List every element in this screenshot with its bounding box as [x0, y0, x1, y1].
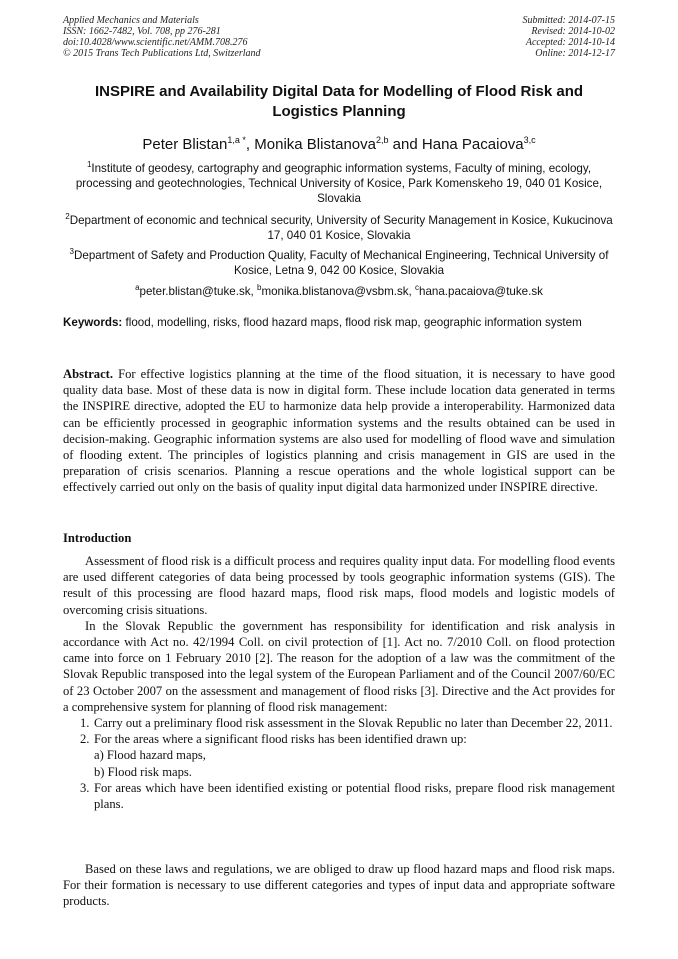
affiliation-text: Institute of geodesy, cartography and geographic information systems, Faculty of mining, ecology, processing and geotechnologies, Technical University of Kosice, Park Komenskeho 19, 040 01 Kosice, Slovakia — [75, 161, 603, 205]
author-name: Peter Blistan — [142, 136, 228, 153]
author-emails: $^a$peter.blistan@tuke.sk, $^b$monika.blistanova@vsbm.sk, $^c$hana.pacaiova@tuke.sk — [135, 283, 543, 298]
introduction-closing — [63, 861, 615, 910]
list-item — [63, 731, 615, 780]
keywords — [63, 315, 615, 330]
copyright: © 2015 Trans Tech Publications Ltd, Switzerland — [63, 48, 261, 59]
list-item — [63, 780, 615, 812]
email-marker: b — [257, 283, 262, 292]
affiliation-marker: 1 — [86, 160, 92, 169]
author-affiliation-marker: 3,c — [523, 135, 536, 145]
introduction-body — [63, 553, 615, 812]
section-heading: Introduction — [63, 531, 132, 545]
paper-title: INSPIRE and Availability Digital Data for Modelling of Flood Risk and Logistics Planning — [94, 83, 584, 120]
numbered-list — [63, 715, 615, 812]
author-name: Monika Blistanova — [254, 136, 376, 153]
affiliation-text: Department of economic and technical security, University of Security Management in Kosice, Kukucinova 17, 040 01 Kosice, Slovakia — [69, 213, 613, 242]
list-item-text: For areas which have been identified existing or potential flood risks, prepare flood risk management plans. — [94, 780, 615, 812]
sub-list-item: a) Flood hazard maps, — [94, 748, 206, 763]
author-separator: and — [388, 136, 422, 153]
submitted-date: Submitted: 2014-07-15 — [522, 15, 615, 26]
journal-name: Applied Mechanics and Materials — [63, 15, 199, 26]
list-item-text: Carry out a preliminary flood risk assessment in the Slovak Republic no later than December 22, 2011. — [94, 716, 613, 731]
paragraph: Based on these laws and regulations, we are obliged to draw up flood hazard maps and flood risk maps. For their formation is necessary to use different categories and types of input data and appropriate software products. — [63, 862, 615, 909]
abstract-label: Abstract. — [63, 367, 114, 381]
issn: ISSN: 1662-7482, Vol. 708, pp 276-281 — [63, 26, 221, 37]
sub-list — [94, 747, 615, 779]
paragraph: In the Slovak Republic the government has responsibility for identification and risk analysis in accordance with Act no. 42/1994 Coll. on civil protection of [1]. Act no. 7/2010 Coll. on flood protection came into force on 1 February 2010 [2]. The reason for the adoption of a law was the commitment of the Slovak Republic transposed into the legal system of the European Parliament and of the Council 2007/60/EC of 23 October 2007 on the assessment and management of flood risks [3]. Directive and the Act provides for a comprehensive system for planning of flood risk management: — [63, 618, 615, 714]
list-number: 3. — [80, 780, 90, 795]
online-date: Online: 2014-12-17 — [535, 48, 615, 59]
list-item-text: For the areas where a significant flood risks has been identified drawn up: — [94, 732, 467, 747]
email-address[interactable]: monika.blistanova@vsbm.sk — [261, 284, 409, 298]
abstract-text: For effective logistics planning at the time of the flood situation, it is necessary to have good quality data base. Most of these data is now in digital form. These include location data generated in terms the INSPIRE directive, adopted the EU to harmonize data help provide a interoperability. Harmonized data can be efficiently processed in geographic information systems and the results obtained can be used in decision-making. Geographic information systems are also used for modelling of flood wave and simulation of flooding extent. The principles of logistics planning and crisis management in GIS are used in the preparation of crisis scenarios. Planning a rescue operations and the whole logistical support can be effectively carried out only on the basis of quality input digital data harmonized under INSPIRE directive. — [63, 367, 615, 495]
keywords-label: Keywords: — [63, 316, 123, 329]
paragraph: Assessment of flood risk is a difficult process and requires quality input data. For modelling flood events are used different categories of data being processed by tools geographic information systems (GIS). The result of this processing are flood hazard maps, flood risk maps, flood models and logistic models of overcoming crisis situations. — [63, 554, 615, 617]
doi: doi:10.4028/www.scientific.net/AMM.708.276 — [63, 37, 248, 48]
list-number: 1. — [80, 716, 90, 731]
affiliation-text: Department of Safety and Production Quality, Faculty of Mechanical Engineering, Technical University of Kosice, Letna 9, 042 00 Kosice, Slovakia — [74, 248, 609, 277]
revised-date: Revised: 2014-10-02 — [531, 26, 615, 37]
abstract — [63, 366, 615, 496]
author-list — [63, 131, 615, 154]
submission-dates — [523, 15, 616, 59]
affiliation — [63, 157, 615, 206]
email-address[interactable]: peter.blistan@tuke.sk — [139, 284, 251, 298]
affiliation — [63, 209, 615, 243]
affiliation-marker: 2 — [65, 212, 70, 221]
journal-info — [63, 15, 261, 59]
author-affiliation-marker: 2,b — [376, 135, 389, 145]
email-marker: c — [415, 283, 419, 292]
keywords-text: flood, modelling, risks, flood hazard maps, flood risk map, geographic information system — [125, 316, 582, 329]
list-item — [63, 715, 615, 731]
list-number: 2. — [80, 732, 90, 747]
affiliation — [63, 244, 615, 278]
accepted-date: Accepted: 2014-10-14 — [525, 37, 615, 48]
author-name: Hana Pacaiova — [421, 136, 524, 153]
email-marker: a — [135, 283, 140, 292]
sub-list-item: b) Flood risk maps. — [94, 764, 192, 779]
author-separator: , — [245, 136, 255, 153]
author-affiliation-marker: 1,a * — [227, 135, 246, 145]
email-address[interactable]: hana.pacaiova@tuke.sk — [419, 284, 543, 298]
affiliation-marker: 3 — [69, 247, 74, 256]
